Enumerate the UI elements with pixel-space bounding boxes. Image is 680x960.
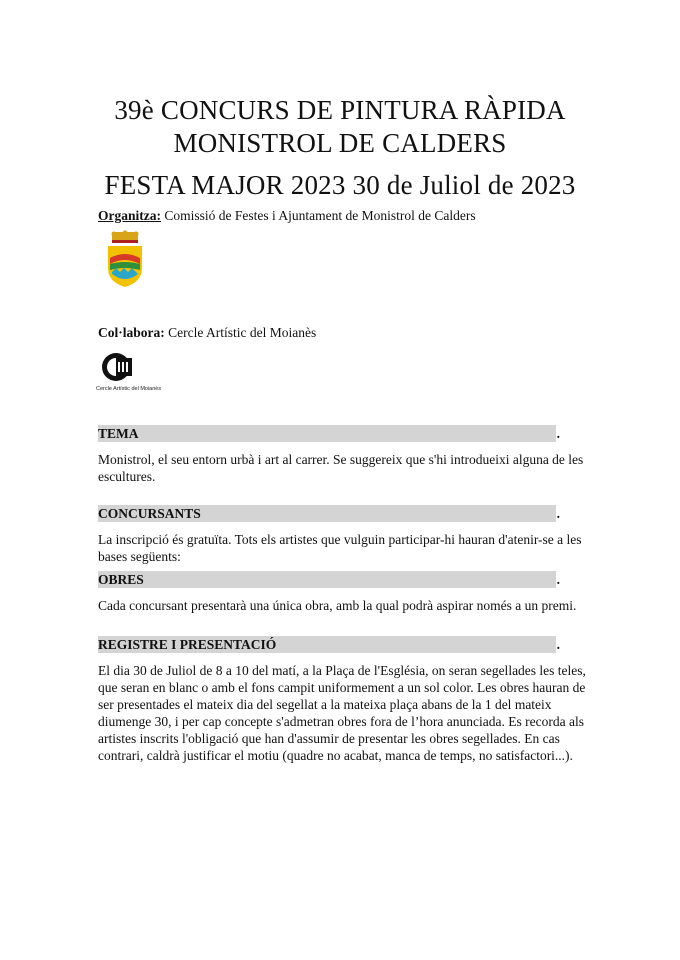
title-line-1: 39è CONCURS DE PINTURA RÀPIDA [114, 95, 566, 125]
logo-caption: Cercle Artístic del Moianès [96, 386, 162, 392]
section-header-tema [98, 425, 560, 442]
section-title: CONCURSANTS [98, 506, 201, 521]
section-dot: . [556, 637, 560, 652]
colabora-text: Cercle Artístic del Moianès [164, 325, 317, 340]
organitza-text: Comissió de Festes i Ajuntament de Monistrol de Calders [161, 208, 476, 223]
municipal-crest-icon [104, 230, 146, 288]
colabora-label: Col·labora: [98, 325, 165, 340]
section-dot: . [556, 426, 560, 441]
section-dot: . [556, 506, 560, 521]
title-line-3: FESTA MAJOR 2023 30 de Juliol de 2023 [104, 170, 576, 200]
title-line-2: MONISTROL DE CALDERS [173, 128, 507, 158]
section-header-registre [98, 636, 560, 653]
section-header-concursants [98, 505, 560, 522]
section-title: TEMA [98, 426, 139, 441]
organitza-label: Organitza: [98, 208, 161, 223]
obres-text: Cada concursant presentarà una única obra, amb la qual podrà aspirar només a un premi. [98, 598, 577, 613]
organitza-line [98, 208, 476, 224]
section-dot: . [556, 572, 560, 587]
concursants-text: La inscripció és gratuïta. Tots els artistes que vulguin participar-hi hauran d'atenir-se a les bases següents: [98, 532, 582, 564]
section-header-obres [98, 571, 560, 588]
tema-text: Monistrol, el seu entorn urbà i art al carrer. Se suggereix que s'hi introdueixi alguna de les escultures. [98, 452, 584, 484]
registre-text: El dia 30 de Juliol de 8 a 10 del matí, a la Plaça de l'Església, on seran segellades les teles, que seran en blanc o amb el fons campit uniformement a un sol color. Les obres hauran de ser presentades el mateix dia del segellat a la mateixa plaça abans de la 1 del mateix diumenge 30, i per cap concepte s'admetran obres fora de l’hora anunciada. Es recorda als artistes inscrits l'obligació que han d'assumir de presentar les obres segellades. En cas contrari, caldrà justificar el motiu (quadre no acabat, manca de temps, no satisfactori...). [98, 663, 586, 763]
section-title: OBRES [98, 572, 144, 587]
section-title: REGISTRE I PRESENTACIÓ [98, 637, 277, 652]
colabora-line [98, 325, 316, 341]
